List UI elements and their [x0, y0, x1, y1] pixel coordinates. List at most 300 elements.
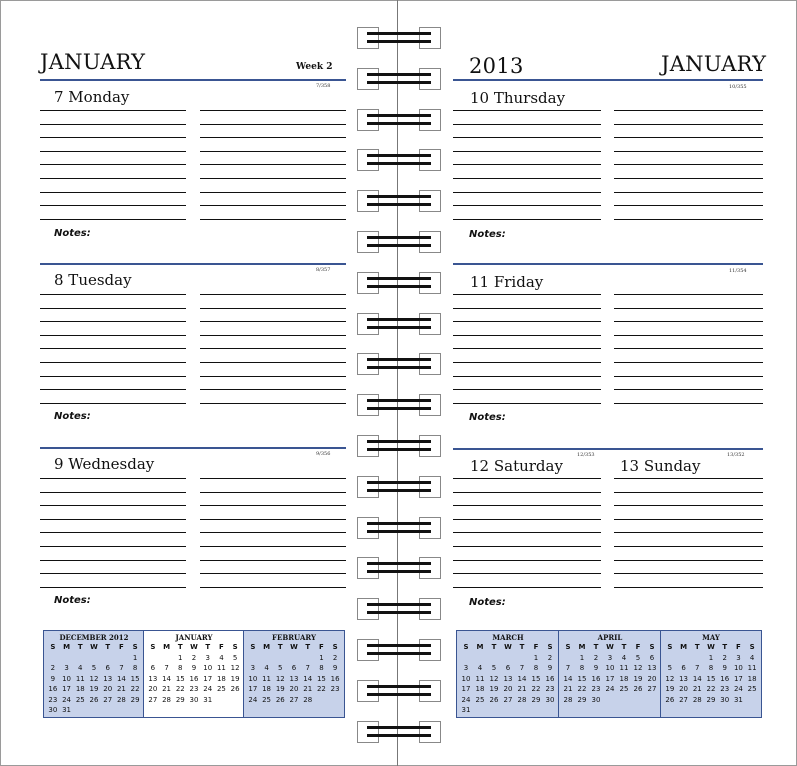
calendar-day: 9 [50, 674, 56, 683]
calendar-day: 2 [50, 664, 56, 672]
writing-line [40, 376, 186, 377]
calendar-day: 10 [203, 664, 213, 672]
writing-line [614, 362, 763, 363]
writing-line [453, 376, 601, 377]
calendar-day: 16 [545, 674, 555, 683]
calendar-day: 6 [291, 664, 297, 672]
calendar-day: 26 [665, 695, 675, 704]
writing-line [614, 376, 763, 377]
writing-line [40, 348, 186, 349]
calendar-day: 2 [722, 653, 727, 662]
calendar-day [328, 695, 342, 706]
writing-line [40, 389, 186, 390]
calendar-day: 3 [463, 664, 469, 672]
calendar-day: 30 [189, 695, 199, 704]
weekday-header: F [533, 643, 539, 651]
calendar-day: 12 [275, 674, 285, 683]
calendar-day [315, 695, 329, 706]
writing-line [453, 532, 601, 533]
calendar-day: 24 [733, 685, 743, 693]
writing-line [453, 362, 601, 363]
calendar-day: 1 [533, 653, 539, 662]
writing-line [614, 110, 763, 111]
calendar-day: 22 [316, 685, 326, 693]
calendar-day: 1 [579, 653, 585, 662]
ring [357, 435, 441, 457]
calendar-day [228, 695, 242, 706]
calendar-day [73, 705, 87, 716]
calendar-day: 3 [250, 664, 256, 672]
notes-label: Notes: [469, 597, 506, 608]
calendar-day [631, 695, 645, 706]
writing-line [200, 546, 346, 547]
day-count: 13/352 [727, 452, 745, 458]
calendar-day: 14 [563, 674, 573, 683]
calendar-day: 21 [517, 685, 527, 693]
calendar-day [690, 653, 704, 664]
calendar-day: 27 [679, 695, 689, 704]
calendar-day: 22 [130, 685, 140, 693]
writing-line [614, 205, 763, 206]
writing-line [453, 151, 601, 152]
calendar-day: 26 [230, 685, 240, 693]
writing-line [453, 321, 601, 322]
calendar-day: 8 [178, 664, 183, 672]
writing-line [40, 137, 186, 138]
calendar-day: 15 [531, 674, 541, 683]
writing-line [614, 389, 763, 390]
calendar-day: 16 [330, 674, 340, 683]
calendar-day [287, 653, 301, 664]
weekday-header: T [694, 643, 700, 651]
calendar-day: 3 [205, 653, 210, 662]
ring [357, 517, 441, 539]
writing-line [40, 192, 186, 193]
mini-calendar-december [43, 630, 145, 718]
calendar-day: 5 [232, 653, 238, 662]
calendar-day: 23 [720, 685, 730, 693]
calendar-day: 8 [708, 664, 714, 672]
calendar-day: 23 [330, 685, 340, 693]
writing-line [40, 294, 186, 295]
weekday-header: F [219, 643, 224, 651]
writing-line [453, 124, 601, 125]
calendar-day [459, 653, 473, 664]
calendar-day: 22 [577, 685, 587, 693]
calendar-day: 31 [62, 706, 72, 714]
writing-line [40, 519, 186, 520]
calendar-day [87, 705, 101, 716]
weekday-header: S [232, 643, 238, 651]
calendar-day: 16 [48, 685, 58, 693]
writing-line [453, 219, 601, 220]
weekday-header: S [150, 643, 156, 651]
writing-line [453, 205, 601, 206]
weekday-header: F [319, 643, 324, 651]
calendar-day [663, 653, 677, 664]
calendar-day: 15 [706, 674, 716, 683]
writing-line [40, 546, 186, 547]
calendar-day: 5 [91, 664, 97, 672]
calendar-day: 13 [503, 674, 513, 683]
ring [357, 109, 441, 131]
notes-label: Notes: [469, 412, 506, 423]
calendar-day [73, 653, 87, 664]
ring [357, 231, 441, 253]
calendar-day: 7 [519, 664, 525, 672]
writing-line [40, 573, 186, 574]
writing-line [614, 219, 763, 220]
calendar-day [115, 705, 129, 716]
writing-line [200, 335, 346, 336]
ring [357, 272, 441, 294]
calendar-day [515, 705, 529, 716]
weekday-header: S [565, 643, 571, 651]
writing-line [40, 164, 186, 165]
calendar-day: 27 [503, 695, 513, 704]
calendar-day: 23 [545, 685, 555, 693]
calendar-day: 1 [178, 653, 183, 662]
writing-line [200, 137, 346, 138]
writing-line [453, 573, 601, 574]
weekday-header: S [332, 643, 338, 651]
calendar-day [246, 653, 260, 664]
weekday-header: W [504, 643, 512, 651]
calendar-day: 6 [649, 653, 655, 662]
calendar-day: 2 [547, 653, 553, 662]
calendar-day: 12 [665, 674, 675, 683]
calendar-day: 12 [489, 674, 499, 683]
weekday-header: T [491, 643, 497, 651]
writing-line [40, 321, 186, 322]
calendar-day [543, 705, 557, 716]
calendar-day: 2 [332, 653, 338, 662]
writing-line [200, 362, 346, 363]
weekday-header: M [680, 643, 688, 651]
calendar-day: 11 [216, 664, 226, 672]
calendar-day: 30 [545, 695, 555, 704]
calendar-day: 4 [749, 653, 755, 662]
calendar-day: 10 [62, 674, 72, 683]
calendar-day [260, 653, 274, 664]
day-label-monday: 7 Monday [54, 88, 130, 106]
day-count: 11/354 [729, 268, 747, 274]
writing-line [614, 294, 763, 295]
calendar-day: 16 [720, 674, 730, 683]
calendar-day: 19 [489, 685, 499, 693]
calendar-day: 4 [264, 664, 269, 672]
calendar-day: 17 [605, 674, 615, 683]
calendar-day [60, 653, 74, 664]
calendar-day: 14 [162, 674, 172, 683]
calendar-day: 20 [148, 685, 158, 693]
calendar-day: 13 [679, 674, 689, 683]
day-count: 8/357 [316, 267, 331, 273]
calendar-day: 5 [491, 664, 497, 672]
calendar-day [603, 695, 617, 706]
calendar-day [501, 653, 515, 664]
calendar-day [617, 695, 631, 706]
day-count: 10/355 [729, 84, 747, 90]
calendar-day: 7 [305, 664, 310, 672]
day-label-sunday: 13 Sunday [620, 457, 701, 475]
calendar-day [473, 653, 487, 664]
calendar-day: 18 [216, 674, 226, 683]
calendar-day: 8 [132, 664, 138, 672]
calendar-day: 21 [303, 685, 313, 693]
calendar-day: 13 [647, 664, 657, 672]
calendar-day [160, 653, 174, 664]
writing-line [614, 478, 763, 479]
writing-line [40, 492, 186, 493]
notes-label: Notes: [54, 228, 91, 239]
writing-line [453, 308, 601, 309]
calendar-day: 7 [695, 664, 700, 672]
calendar-day: 18 [475, 685, 485, 693]
writing-line [200, 505, 346, 506]
ring [357, 149, 441, 171]
writing-line [614, 178, 763, 179]
weekday-header: S [667, 643, 673, 651]
calendar-day: 14 [116, 674, 126, 683]
writing-line [453, 294, 601, 295]
writing-line [200, 560, 346, 561]
calendar-day: 8 [319, 664, 324, 672]
calendar-day: 8 [533, 664, 539, 672]
calendar-day: 22 [706, 685, 716, 693]
calendar-day: 23 [48, 695, 58, 704]
weekday-header: W [606, 643, 614, 651]
calendar-day: 29 [706, 695, 716, 704]
calendar-day: 29 [130, 695, 140, 704]
notes-label: Notes: [54, 411, 91, 422]
calendar-day: 11 [475, 674, 485, 683]
writing-line [40, 178, 186, 179]
calendar-day: 24 [203, 685, 213, 693]
calendar-day: 9 [191, 664, 197, 672]
writing-line [453, 560, 601, 561]
writing-line [40, 478, 186, 479]
calendar-day: 19 [89, 685, 99, 693]
ring [357, 353, 441, 375]
writing-line [200, 151, 346, 152]
weekday-header: F [736, 643, 741, 651]
calendar-day [146, 653, 160, 664]
calendar-day: 6 [150, 664, 156, 672]
ring [357, 313, 441, 335]
calendar-day: 11 [75, 674, 85, 683]
calendar-day: 27 [148, 695, 158, 704]
writing-line [40, 308, 186, 309]
writing-line [453, 110, 601, 111]
calendar-day: 9 [593, 664, 599, 672]
writing-line [453, 492, 601, 493]
writing-line [453, 178, 601, 179]
day-label-wednesday: 9 Wednesday [54, 455, 155, 473]
calendar-day: 12 [633, 664, 643, 672]
writing-line [614, 321, 763, 322]
calendar-day [487, 653, 501, 664]
calendar-day: 28 [692, 695, 702, 704]
writing-line [200, 110, 346, 111]
calendar-grid [244, 642, 344, 705]
writing-line [614, 348, 763, 349]
writing-line [200, 178, 346, 179]
calendar-day: 4 [219, 653, 224, 662]
weekday-header: W [290, 643, 298, 651]
calendar-day: 16 [189, 674, 199, 683]
calendar-grid [144, 642, 244, 705]
weekday-header: T [621, 643, 627, 651]
calendar-day [645, 695, 659, 706]
calendar-day: 3 [736, 653, 741, 662]
calendar-day [487, 705, 501, 716]
calendar-day: 28 [116, 695, 126, 704]
weekday-header: M [578, 643, 586, 651]
writing-line [40, 505, 186, 506]
calendar-day: 29 [577, 695, 587, 704]
weekday-header: F [119, 643, 124, 651]
calendar-day: 12 [230, 664, 240, 672]
notes-label: Notes: [469, 229, 506, 240]
calendar-day: 25 [75, 695, 85, 704]
weekday-header: T [593, 643, 599, 651]
calendar-day: 31 [461, 706, 471, 714]
calendar-title: MARCH [492, 633, 524, 642]
writing-line [40, 124, 186, 125]
calendar-day [473, 705, 487, 716]
calendar-day: 7 [119, 664, 124, 672]
calendar-day: 15 [175, 674, 185, 683]
calendar-day: 2 [191, 653, 197, 662]
calendar-day [273, 653, 287, 664]
day-count: 12/353 [577, 452, 595, 458]
writing-line [614, 492, 763, 493]
calendar-day: 2 [593, 653, 599, 662]
weekday-header: T [277, 643, 283, 651]
weekday-header: T [105, 643, 111, 651]
weekday-header: S [132, 643, 138, 651]
calendar-day: 31 [733, 695, 743, 704]
writing-line [453, 519, 601, 520]
calendar-day: 7 [164, 664, 169, 672]
weekday-header: T [722, 643, 728, 651]
calendar-day: 31 [203, 695, 213, 704]
calendar-day: 25 [475, 695, 485, 704]
calendar-day: 26 [633, 685, 643, 693]
section-rule [40, 447, 346, 449]
writing-line [200, 219, 346, 220]
weekday-header: T [519, 643, 525, 651]
writing-line [453, 546, 601, 547]
calendar-day: 19 [633, 674, 643, 683]
calendar-day: 17 [461, 685, 471, 693]
writing-line [200, 124, 346, 125]
calendar-day: 20 [647, 674, 657, 683]
writing-line [200, 321, 346, 322]
calendar-day: 5 [635, 653, 641, 662]
calendar-day: 9 [722, 664, 727, 672]
writing-line [200, 492, 346, 493]
calendar-grid [44, 642, 144, 716]
ring [357, 598, 441, 620]
year-header: 2013 [469, 54, 524, 78]
calendar-day: 9 [547, 664, 553, 672]
calendar-grid [559, 642, 661, 705]
calendar-day: 4 [477, 664, 483, 672]
calendar-day: 11 [747, 664, 757, 672]
weekday-header: S [250, 643, 256, 651]
calendar-day: 15 [130, 674, 140, 683]
calendar-day: 25 [619, 685, 629, 693]
ring [357, 394, 441, 416]
weekday-header: M [476, 643, 484, 651]
calendar-day: 11 [262, 674, 272, 683]
calendar-day: 15 [577, 674, 587, 683]
writing-line [614, 308, 763, 309]
calendar-day: 1 [319, 653, 324, 662]
calendar-day [101, 653, 115, 664]
calendar-day: 10 [248, 674, 258, 683]
calendar-day: 24 [248, 695, 258, 704]
writing-line [614, 560, 763, 561]
calendar-day: 6 [681, 664, 686, 672]
writing-line [200, 403, 346, 404]
ring [357, 68, 441, 90]
weekday-header: T [77, 643, 83, 651]
writing-line [614, 151, 763, 152]
weekday-header: T [205, 643, 211, 651]
calendar-day: 21 [563, 685, 573, 693]
writing-line [200, 192, 346, 193]
writing-line [614, 573, 763, 574]
calendar-day: 5 [667, 664, 673, 672]
calendar-day: 6 [505, 664, 511, 672]
ring [357, 680, 441, 702]
calendar-day [561, 653, 575, 664]
writing-line [200, 573, 346, 574]
calendar-title: DECEMBER 2012 [59, 633, 129, 642]
writing-line [453, 192, 601, 193]
calendar-day [101, 705, 115, 716]
day-count: 9/356 [316, 451, 331, 457]
calendar-day: 26 [275, 695, 285, 704]
calendar-day: 21 [692, 685, 702, 693]
calendar-day: 22 [531, 685, 541, 693]
section-rule [453, 263, 763, 265]
calendar-day: 30 [720, 695, 730, 704]
writing-line [200, 348, 346, 349]
weekday-header: T [177, 643, 183, 651]
weekday-header: M [63, 643, 71, 651]
calendar-day: 1 [708, 653, 714, 662]
weekday-header: F [635, 643, 641, 651]
section-rule [453, 79, 763, 81]
calendar-grid [661, 642, 761, 705]
ring [357, 639, 441, 661]
section-rule [40, 79, 346, 81]
writing-line [200, 478, 346, 479]
writing-line [453, 587, 601, 588]
calendar-day: 6 [105, 664, 110, 672]
writing-line [614, 164, 763, 165]
calendar-day: 28 [517, 695, 527, 704]
calendar-day [677, 653, 691, 664]
mini-calendar-april [558, 630, 662, 718]
calendar-day [46, 653, 60, 664]
calendar-day: 24 [461, 695, 471, 704]
writing-line [453, 137, 601, 138]
